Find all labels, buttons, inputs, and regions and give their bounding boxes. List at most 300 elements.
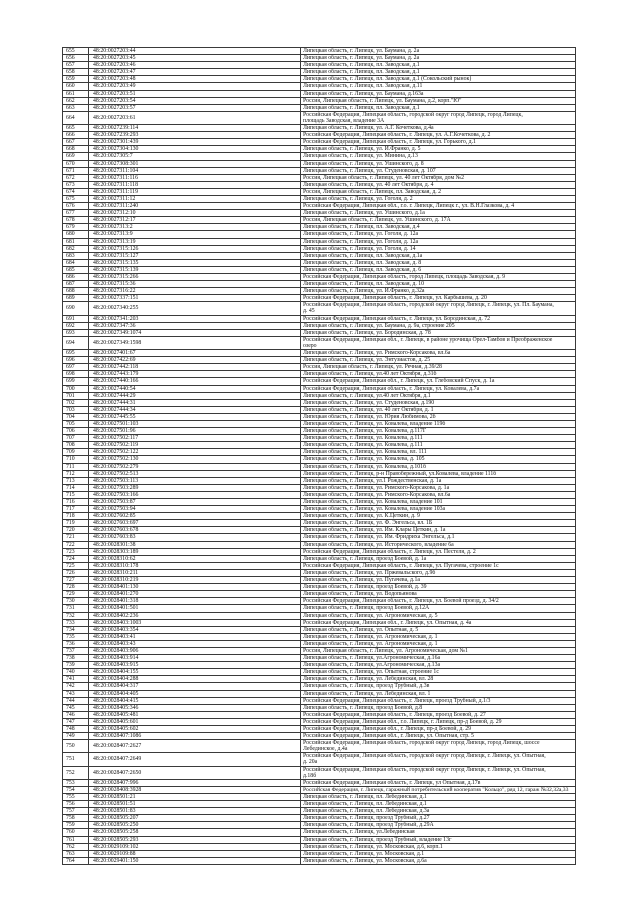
row-number-cell: 719	[63, 520, 89, 527]
row-number-cell: 717	[63, 506, 89, 513]
row-number-cell: 722	[63, 541, 89, 548]
address-cell: Липецкая область, г. Липецк, ул. Баумана, д.163а	[301, 90, 576, 97]
address-cell: Липецкая область, г. Липецк, ул. Римского-Корсакова, вл.6а	[301, 350, 576, 357]
table-row	[63, 322, 576, 329]
address-cell: Российская Федерация, Липецкая обл., г. Липецк, ул. Опытная, стр. 5	[301, 733, 576, 740]
address-cell: Липецкая область, г. Липецк, ул. Ковалева, владение 103а	[301, 506, 576, 513]
address-cell: Российская Федерация, Липецкая обл., г. Липецк, ул. Опытная, д. 4а	[301, 619, 576, 626]
cadastral-number-cell: 48:20:0028408:3928	[89, 786, 301, 793]
table-row	[63, 605, 576, 612]
address-cell: Липецкая область, г. Липецк, пл. Заводская, д. 10	[301, 281, 576, 288]
table-row	[63, 484, 576, 491]
cadastral-number-cell: 48:20:0027502:130	[89, 456, 301, 463]
row-number-cell: 704	[63, 413, 89, 420]
cadastral-number-cell: 48:20:0027444:34	[89, 406, 301, 413]
row-number-cell: 655	[63, 48, 89, 55]
table-row	[63, 315, 576, 322]
table-row	[63, 139, 576, 146]
table-row	[63, 456, 576, 463]
row-number-cell: 698	[63, 371, 89, 378]
row-number-cell: 711	[63, 463, 89, 470]
table-row	[63, 104, 576, 111]
address-cell: Липецкая область, г. Липецк, ул. Баумана, д. 9а, строение 205	[301, 322, 576, 329]
table-row	[63, 406, 576, 413]
address-cell: Липецкая область, г. Липецк, ул. Юрия Любимова, 2б	[301, 413, 576, 420]
row-number-cell: 658	[63, 69, 89, 76]
table-row	[63, 76, 576, 83]
row-number-cell: 752	[63, 766, 89, 779]
table-row	[63, 302, 576, 315]
row-number-cell: 691	[63, 315, 89, 322]
address-cell: Липецкая область, г. Липецк, ул. Энтузиастов, д. 25	[301, 357, 576, 364]
table-row	[63, 364, 576, 371]
cadastral-number-cell: 48:20:0028407:2649	[89, 753, 301, 766]
row-number-cell: 755	[63, 793, 89, 800]
cadastral-number-cell: 48:20:0027422:69	[89, 357, 301, 364]
cadastral-number-cell: 48:20:0027444:31	[89, 399, 301, 406]
row-number-cell: 677	[63, 210, 89, 217]
cadastral-number-cell: 48:20:0027502:279	[89, 463, 301, 470]
row-number-cell: 714	[63, 484, 89, 491]
row-number-cell: 699	[63, 378, 89, 385]
cadastral-number-cell: 48:20:0028404:288	[89, 676, 301, 683]
cadastral-number-cell: 48:20:0028404:317	[89, 683, 301, 690]
table-row	[63, 836, 576, 843]
table-row	[63, 350, 576, 357]
address-cell: Липецкая область, г. Липецк, ул. Агрономическая, д. 1	[301, 633, 576, 640]
row-number-cell: 689	[63, 295, 89, 302]
address-cell: Российская Федерация, Липецкая область, г. Липецк, ул. Боевой проезд, д. 34/2	[301, 598, 576, 605]
table-row	[63, 857, 576, 864]
table-row	[63, 62, 576, 69]
row-number-cell: 695	[63, 350, 89, 357]
table-row	[63, 399, 576, 406]
row-number-cell: 747	[63, 718, 89, 725]
table-row	[63, 683, 576, 690]
table-row	[63, 619, 576, 626]
row-number-cell: 731	[63, 605, 89, 612]
cadastral-number-cell: 48:20:0028301:38	[89, 541, 301, 548]
table-row	[63, 704, 576, 711]
address-cell: Липецкая область, г. Липецк, проезд Боевой, д.8	[301, 704, 576, 711]
table-row	[63, 329, 576, 336]
cadastral-number-cell: 48:20:0027313:9	[89, 231, 301, 238]
table-row	[63, 470, 576, 477]
row-number-cell: 718	[63, 513, 89, 520]
table-row	[63, 385, 576, 392]
address-cell: Российская Федерация, Липецкая область, городской округ город Липецк, г. Липецк, ул. Пл. Баумана, д. 45	[301, 302, 576, 315]
address-cell: Российская Федерация, Липецкая область, г. Липецк, ул. Пестеля, д. 2	[301, 548, 576, 555]
cadastral-number-cell: 48:20:0027311:118	[89, 181, 301, 188]
row-number-cell: 737	[63, 647, 89, 654]
table-row	[63, 676, 576, 683]
cadastral-number-cell: 48:20:0028407:996	[89, 779, 301, 786]
cadastral-number-cell: 48:20:0027440:166	[89, 378, 301, 385]
address-cell: Российская Федерация, Липецкая область, г. Липецк, ул. Бородинская, д. 72	[301, 315, 576, 322]
row-number-cell: 665	[63, 125, 89, 132]
row-number-cell: 706	[63, 428, 89, 435]
cadastral-number-cell: 48:20:0028310:178	[89, 562, 301, 569]
address-cell: Российская Федерация, Липецкая область, г. Липецк, ул. А.Г.Кочеткова, д. 2	[301, 132, 576, 139]
address-cell: Российская Федерация, Липецкая область, городской округ город Липецк, г. Липецк, ул. Опытная, д. 20а	[301, 753, 576, 766]
table-row	[63, 562, 576, 569]
cadastral-number-cell: 48:20:0027503:289	[89, 484, 301, 491]
table-row	[63, 647, 576, 654]
address-cell: Липецкая область, г. Липецк, ул. Им. Клары Цеткин, д. 1а	[301, 527, 576, 534]
table-row	[63, 378, 576, 385]
address-cell: Липецкая область, г. Липецк, ул. Ковалева, д.101б	[301, 463, 576, 470]
address-cell: Российская Федерация, Липецкая область, городской округ город Липецк, г. Липецк, ул. Опытная, д.18б	[301, 766, 576, 779]
address-cell: Липецкая область, г. Липецк, пл. Заводская, д.1	[301, 69, 576, 76]
cadastral-number-cell: 48:20:0027304:130	[89, 146, 301, 153]
table-row	[63, 555, 576, 562]
table-row	[63, 55, 576, 62]
cadastral-number-cell: 48:20:0027311:240	[89, 203, 301, 210]
row-number-cell: 758	[63, 815, 89, 822]
row-number-cell: 661	[63, 90, 89, 97]
table-row	[63, 69, 576, 76]
table-row	[63, 97, 576, 104]
address-cell: Российская Федерация, Липецкая обл., г.о. г. Липецк, Липецк г., ул. В.Н.Глазкова, д. 4	[301, 203, 576, 210]
cadastral-number-cell: 48:20:0027311:116	[89, 174, 301, 181]
cadastral-number-cell: 48:20:0027337:151	[89, 295, 301, 302]
table-row	[63, 612, 576, 619]
table-row	[63, 203, 576, 210]
row-number-cell: 676	[63, 203, 89, 210]
cadastral-number-cell: 48:20:0028405:481	[89, 711, 301, 718]
cadastral-number-cell: 48:20:0027603:83	[89, 534, 301, 541]
cadastral-number-cell: 48:20:0027311:119	[89, 188, 301, 195]
row-number-cell: 667	[63, 139, 89, 146]
cadastral-number-cell: 48:20:0027347:36	[89, 322, 301, 329]
cadastral-number-cell: 48:20:0027340:255	[89, 302, 301, 315]
row-number-cell: 657	[63, 62, 89, 69]
cadastral-number-cell: 48:20:0027503:87	[89, 499, 301, 506]
row-number-cell: 715	[63, 491, 89, 498]
cadastral-number-cell: 48:20:0028505:258	[89, 829, 301, 836]
table-row	[63, 195, 576, 202]
cadastral-number-cell: 48:20:0027502:122	[89, 449, 301, 456]
row-number-cell: 693	[63, 329, 89, 336]
cadastral-number-cell: 48:20:0027239:293	[89, 132, 301, 139]
row-number-cell: 749	[63, 733, 89, 740]
address-cell: Липецкая область, г. Липецк, ул. Опытная, д. 5	[301, 626, 576, 633]
address-cell: Российская Федерация, Липецкая область, г. Липецк, ул. Пугачева, строение 1с	[301, 562, 576, 569]
address-cell: Липецкая область, г. Липецк, ул. Ковалева, вл. 111	[301, 449, 576, 456]
address-cell: Липецкая область, г. Липецк, проезд Боевой, д.12А	[301, 605, 576, 612]
row-number-cell: 666	[63, 132, 89, 139]
cadastral-number-cell: 48:20:0027444:29	[89, 392, 301, 399]
cadastral-number-cell: 48:20:0029401:150	[89, 857, 301, 864]
cadastral-number-cell: 48:20:0027203:51	[89, 90, 301, 97]
row-number-cell: 673	[63, 181, 89, 188]
address-cell: Липецкая область, г. Липецк, ул. Ф. Энгельса, вл. 1Б	[301, 520, 576, 527]
table-row	[63, 640, 576, 647]
table-row	[63, 843, 576, 850]
address-cell: Липецкая область, г. Липецк, ул. Римского-Корсакова, д. 1а	[301, 484, 576, 491]
address-cell: Липецкая область, г. Липецк, ул.Агрономическая, д.16а	[301, 655, 576, 662]
address-cell: Липецкая область, г. Липецк, ул. 40 лет Октября, д. 4	[301, 181, 576, 188]
address-cell: Липецкая область, г. Липецк, ул. Им. Фридриха Энгельса, д.1	[301, 534, 576, 541]
cadastral-number-cell: 48:20:0027311:104	[89, 167, 301, 174]
address-cell: Липецкая область, г. Липецк, пл. Заводская, д.1	[301, 104, 576, 111]
cadastral-number-cell: 48:20:0027305:7	[89, 153, 301, 160]
table-row	[63, 231, 576, 238]
table-row	[63, 288, 576, 295]
table-row	[63, 584, 576, 591]
cadastral-number-cell: 48:20:0027315:36	[89, 281, 301, 288]
table-row	[63, 598, 576, 605]
table-row	[63, 662, 576, 669]
table-row	[63, 711, 576, 718]
cadastral-number-cell: 48:20:0028310:62	[89, 555, 301, 562]
cadastral-number-cell: 48:20:0028403:41	[89, 633, 301, 640]
cadastral-number-cell: 48:20:0027603:697	[89, 520, 301, 527]
row-number-cell: 675	[63, 195, 89, 202]
cadastral-number-cell: 48:20:0027203:44	[89, 48, 301, 55]
row-number-cell: 701	[63, 392, 89, 399]
table-row	[63, 822, 576, 829]
row-number-cell: 741	[63, 676, 89, 683]
table-row	[63, 477, 576, 484]
row-number-cell: 664	[63, 111, 89, 124]
cadastral-number-cell: 48:20:0027315:135	[89, 259, 301, 266]
row-number-cell: 702	[63, 399, 89, 406]
row-number-cell: 724	[63, 555, 89, 562]
row-number-cell: 707	[63, 435, 89, 442]
row-number-cell: 671	[63, 167, 89, 174]
cadastral-number-cell: 48:20:0028407:2627	[89, 740, 301, 753]
row-number-cell: 742	[63, 683, 89, 690]
row-number-cell: 727	[63, 577, 89, 584]
address-cell: Российская Федерация, Липецкая область, г. Липецк, ул. Карбышева, д. 20	[301, 295, 576, 302]
cadastral-number-cell: 48:20:0028505:293	[89, 836, 301, 843]
row-number-cell: 730	[63, 598, 89, 605]
address-cell: Липецкая область, г. Липецк, ул. Баумана, д. 2а	[301, 55, 576, 62]
cadastral-number-cell: 48:20:0027312:10	[89, 210, 301, 217]
cadastral-number-cell: 48:20:0027349:1598	[89, 336, 301, 349]
address-cell: Липецкая область, г. Липецк, проезд Трубный, д.27	[301, 815, 576, 822]
cadastral-number-cell: 48:20:0028401:270	[89, 591, 301, 598]
row-number-cell: 670	[63, 160, 89, 167]
cadastral-number-cell: 48:20:0027602:85	[89, 513, 301, 520]
table-row	[63, 808, 576, 815]
cadastral-number-cell: 48:20:0027315:139	[89, 266, 301, 273]
address-cell: Российская Федерация, г. Липецк, гаражный потребительский кооператив "Кольцо", ряд 12, гараж №32,32а,33	[301, 786, 576, 793]
table-row	[63, 793, 576, 800]
row-number-cell: 743	[63, 690, 89, 697]
table-row	[63, 815, 576, 822]
land-plot-table	[62, 47, 576, 865]
row-number-cell: 723	[63, 548, 89, 555]
row-number-cell: 687	[63, 281, 89, 288]
table-row	[63, 491, 576, 498]
row-number-cell: 690	[63, 302, 89, 315]
table-row	[63, 160, 576, 167]
cadastral-number-cell: 48:20:0028501:83	[89, 808, 301, 815]
address-cell: Россия, Липецкая область, г. Липецк, ул. Ушинского, д. 17А	[301, 217, 576, 224]
row-number-cell: 720	[63, 527, 89, 534]
row-number-cell: 732	[63, 612, 89, 619]
address-cell: Россия, Липецкая область, г. Липецк, ул. Речная, д.39/28	[301, 364, 576, 371]
row-number-cell: 740	[63, 669, 89, 676]
address-cell: Российская Федерация, Липецкая область, город Липецк, площадь Заводская, д. 9	[301, 274, 576, 281]
cadastral-number-cell: 48:20:0027401:67	[89, 350, 301, 357]
address-cell: Липецкая область, г. Липецк, ул. Ушинского, д. 8	[301, 160, 576, 167]
table-row	[63, 718, 576, 725]
cadastral-number-cell: 48:20:0027203:57	[89, 104, 301, 111]
address-cell: Липецкая область, г. Липецк, ул.40 лет Октября, д.31б	[301, 371, 576, 378]
cadastral-number-cell: 48:20:0028407:2650	[89, 766, 301, 779]
table-row	[63, 357, 576, 364]
address-cell: Липецкая область, г. Липецк, проезд Трубный, д.29А	[301, 822, 576, 829]
row-number-cell: 683	[63, 252, 89, 259]
cadastral-number-cell: 48:20:0027502:119	[89, 442, 301, 449]
address-cell: Липецкая область, г. Липецк, пл. Лебединская, д.3а	[301, 808, 576, 815]
row-number-cell: 710	[63, 456, 89, 463]
table-row	[63, 520, 576, 527]
cadastral-number-cell: 48:20:0027316:22	[89, 288, 301, 295]
address-cell: Липецкая область, г. Липецк, ул. И.Франко, д. 5	[301, 146, 576, 153]
cadastral-number-cell: 48:20:0027341:203	[89, 315, 301, 322]
row-number-cell: 660	[63, 83, 89, 90]
address-cell: Липецкая область, г. Липецк, ул.1 Рождественская, д. 1а	[301, 477, 576, 484]
row-number-cell: 692	[63, 322, 89, 329]
row-number-cell: 708	[63, 442, 89, 449]
table-row	[63, 274, 576, 281]
cadastral-number-cell: 48:20:0027308:301	[89, 160, 301, 167]
cadastral-number-cell: 48:20:0029109:102	[89, 843, 301, 850]
cadastral-number-cell: 48:20:0028402:236	[89, 612, 301, 619]
row-number-cell: 682	[63, 245, 89, 252]
row-number-cell: 709	[63, 449, 89, 456]
table-row	[63, 238, 576, 245]
address-cell: Российская Федерация, Липецкая область, г. Липецк, проезд Боевой, д. 27	[301, 711, 576, 718]
address-cell: Липецкая область, г. Липецк, ул. Агрономическая, д. 5	[301, 612, 576, 619]
row-number-cell: 696	[63, 357, 89, 364]
cadastral-number-cell: 48:20:0028501:21	[89, 793, 301, 800]
cadastral-number-cell: 48:20:0028403:43	[89, 640, 301, 647]
cadastral-number-cell: 48:20:0028404:155	[89, 669, 301, 676]
address-cell: Липецкая область, г. Липецк, пл. Заводская, д.4	[301, 224, 576, 231]
cadastral-number-cell: 48:20:0028407:1086	[89, 733, 301, 740]
table-row	[63, 669, 576, 676]
row-number-cell: 748	[63, 726, 89, 733]
address-cell: Россия, Липецкая область, г. Липецк, ул. Агрономическая, дом №1	[301, 647, 576, 654]
cadastral-number-cell: 48:20:0027315:266	[89, 274, 301, 281]
address-cell: Липецкая область, г. Липецк, ул. К.Цеткин, д. 9	[301, 513, 576, 520]
cadastral-number-cell: 48:20:0027445:55	[89, 413, 301, 420]
cadastral-number-cell: 48:20:0028405:602	[89, 726, 301, 733]
cadastral-number-cell: 48:20:0027349:1074	[89, 329, 301, 336]
address-cell: Липецкая область, г. Липецк, пл. Лебединская, д.1	[301, 793, 576, 800]
row-number-cell: 656	[63, 55, 89, 62]
cadastral-number-cell: 48:20:0027501:96	[89, 428, 301, 435]
row-number-cell: 674	[63, 188, 89, 195]
table-row	[63, 281, 576, 288]
cadastral-number-cell: 48:20:0028310:219	[89, 577, 301, 584]
address-cell: Липецкая область, г. Липецк, ул. Московская, д.1	[301, 850, 576, 857]
cadastral-number-cell: 48:20:0028405:346	[89, 704, 301, 711]
row-number-cell: 694	[63, 336, 89, 349]
row-number-cell: 751	[63, 753, 89, 766]
row-number-cell: 734	[63, 626, 89, 633]
table-row	[63, 506, 576, 513]
address-cell: Липецкая область, г. Липецк, ул. Пржевальского, д.9б	[301, 569, 576, 576]
address-cell: Россия, Липецкая область, г. Липецк, пл. Заводская, д. 2	[301, 188, 576, 195]
table-row	[63, 527, 576, 534]
address-cell: Липецкая область, г. Липецк, ул. Римского-Корсакова, вл.6а	[301, 491, 576, 498]
table-row	[63, 295, 576, 302]
address-cell: Липецкая область, г. Липецк, ул.Агрономическая, д.13а	[301, 662, 576, 669]
address-cell: Липецкая область, г. Липецк, р-н Правобережный, ул.Ковалева, владение 111б	[301, 470, 576, 477]
row-number-cell: 736	[63, 640, 89, 647]
cadastral-number-cell: 48:20:0028403:914	[89, 655, 301, 662]
address-cell: Липецкая область, г. Липецк, ул. Минина, д.13	[301, 153, 576, 160]
address-cell: Липецкая область, г. Липецк, пл. Заводская, д.1а	[301, 252, 576, 259]
cadastral-number-cell: 48:20:0027315:126	[89, 245, 301, 252]
cadastral-number-cell: 48:20:0027203:49	[89, 83, 301, 90]
cadastral-number-cell: 48:20:0028501:51	[89, 801, 301, 808]
cadastral-number-cell: 48:20:0027203:54	[89, 97, 301, 104]
address-cell: Липецкая область, г. Липецк, пл. Заводская, д. 8	[301, 259, 576, 266]
cadastral-number-cell: 48:20:0027315:127	[89, 252, 301, 259]
address-cell: Липецкая область, г. Липецк, ул. Агрономическая, д. 1	[301, 640, 576, 647]
row-number-cell: 684	[63, 259, 89, 266]
cadastral-number-cell: 48:20:0028403:354	[89, 626, 301, 633]
address-cell: Липецкая область, г. Липецк, пл. Лебединская, д.1	[301, 801, 576, 808]
cadastral-number-cell: 48:20:0028403:906	[89, 647, 301, 654]
address-cell: Россия, Липецкая область, г. Липецк, ул. 40 лет Октября, дом №2	[301, 174, 576, 181]
address-cell: Липецкая область, г. Липецк, ул. Лебединская, вл. 28	[301, 676, 576, 683]
row-number-cell: 721	[63, 534, 89, 541]
address-cell: Липецкая область, г. Липецк, ул. Пугачева, д.1а	[301, 577, 576, 584]
cadastral-number-cell: 48:20:0028401:130	[89, 584, 301, 591]
table-row	[63, 569, 576, 576]
address-cell: Липецкая область, г. Липецк, ул. Опытная, строение 1с	[301, 669, 576, 676]
address-cell: Липецкая область, г. Липецк, ул. Лебединская, вл. 1	[301, 690, 576, 697]
row-number-cell: 679	[63, 224, 89, 231]
table-row	[63, 132, 576, 139]
row-number-cell: 733	[63, 619, 89, 626]
cadastral-number-cell: 48:20:0027203:48	[89, 76, 301, 83]
cadastral-number-cell: 48:20:0028404:405	[89, 690, 301, 697]
address-cell: Липецкая область, г. Липецк, ул. Исторического, владение 6а	[301, 541, 576, 548]
address-cell: Липецкая область, г. Липецк, проезд Трубный, д.3в	[301, 683, 576, 690]
row-number-cell: 763	[63, 850, 89, 857]
table-row	[63, 779, 576, 786]
table-row	[63, 48, 576, 55]
cadastral-number-cell: 48:20:0027443:179	[89, 371, 301, 378]
address-cell: Липецкая область, г. Липецк, ул. И.Франко, д.32а	[301, 288, 576, 295]
address-cell: Липецкая область, г. Липецк, ул. Студеновская, д. 107	[301, 167, 576, 174]
row-number-cell: 744	[63, 697, 89, 704]
cadastral-number-cell: 48:20:0028403:915	[89, 662, 301, 669]
address-cell: Российская Федерация, Липецкая обл., г. Липецк, в районе урочища Орел-Тамбов и Преображенское озеро	[301, 336, 576, 349]
cadastral-number-cell: 48:20:0027203:61	[89, 111, 301, 124]
cadastral-number-cell: 48:20:0027203:45	[89, 55, 301, 62]
row-number-cell: 750	[63, 740, 89, 753]
row-number-cell: 678	[63, 217, 89, 224]
address-cell: Липецкая область, г. Липецк, ул.40 лет Октября, д.1	[301, 392, 576, 399]
table-row	[63, 188, 576, 195]
row-number-cell: 738	[63, 655, 89, 662]
cadastral-number-cell: 48:20:0028401:318	[89, 598, 301, 605]
address-cell: Липецкая область, г. Липецк, ул. Баумана, д. 2а	[301, 48, 576, 55]
cadastral-number-cell: 48:20:0027239:114	[89, 125, 301, 132]
row-number-cell: 759	[63, 822, 89, 829]
cadastral-number-cell: 48:20:0028310:211	[89, 569, 301, 576]
